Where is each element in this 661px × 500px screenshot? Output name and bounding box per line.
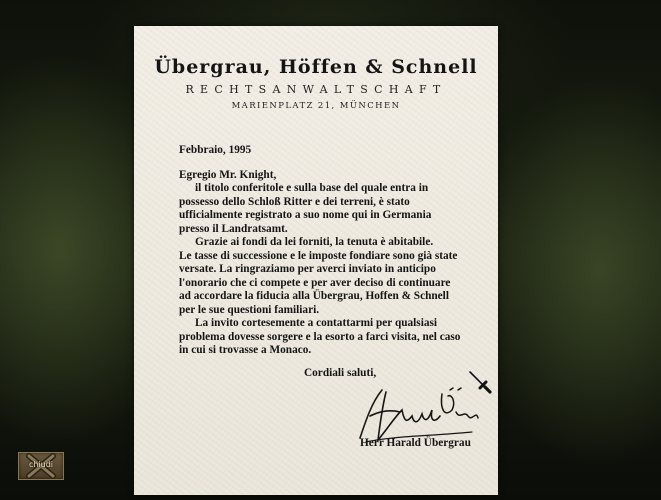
- letter-line: versate. La ringraziamo per averci inviato in anticipo: [179, 263, 436, 275]
- letter-paper: [134, 26, 498, 495]
- letter-line: ufficialmente registrato a suo nome qui in Germania: [179, 209, 432, 221]
- letter-body: [179, 144, 494, 358]
- firm-subtitle: RECHTSANWALTSCHAFT: [185, 83, 447, 96]
- firm-name: Übergrau, Höffen & Schnell: [154, 56, 478, 78]
- close-button-label: chiudi: [28, 460, 54, 469]
- letter-line: il titolo conferitole e sulla base del quale entra in: [195, 182, 429, 194]
- letter-line: l'onorario che ci compete e per aver deciso di continuare: [179, 276, 451, 289]
- letter-salutation: Egregio Mr. Knight,: [179, 168, 277, 181]
- letter-line: in cui si trovasse a Monaco.: [179, 344, 312, 356]
- letter-line: per le sue questioni familiari.: [179, 303, 320, 316]
- letter-line: Grazie ai fondi da lei forniti, la tenuta è abitabile.: [195, 236, 434, 248]
- letter-line: Le tasse di successione e le imposte fondiare sono già state: [179, 249, 458, 262]
- firm-address: MARIENPLATZ 21, MÜNCHEN: [231, 101, 401, 111]
- letter-line: possesso dello Schloß Ritter e dei terreni, è stato: [179, 195, 410, 208]
- letter-line: presso il Landratsamt.: [179, 222, 288, 235]
- letter-signer: Herr Harald Übergrau: [360, 437, 471, 449]
- close-button[interactable]: [18, 452, 64, 480]
- letter-line: ad accordare la fiducia alla Übergrau, Hoffen & Schnell: [179, 290, 449, 302]
- letter-closing: Cordiali saluti,: [304, 367, 377, 379]
- spacer: [179, 158, 494, 169]
- letter-date: Febbraio, 1995: [179, 144, 252, 156]
- letter-line: problema dovesse sorgere e la esorto a farci visita, nel caso: [179, 330, 461, 343]
- letter-line: La invito cortesemente a contattarmi per qualsiasi: [195, 317, 438, 329]
- sword-cursor-icon: [467, 369, 493, 395]
